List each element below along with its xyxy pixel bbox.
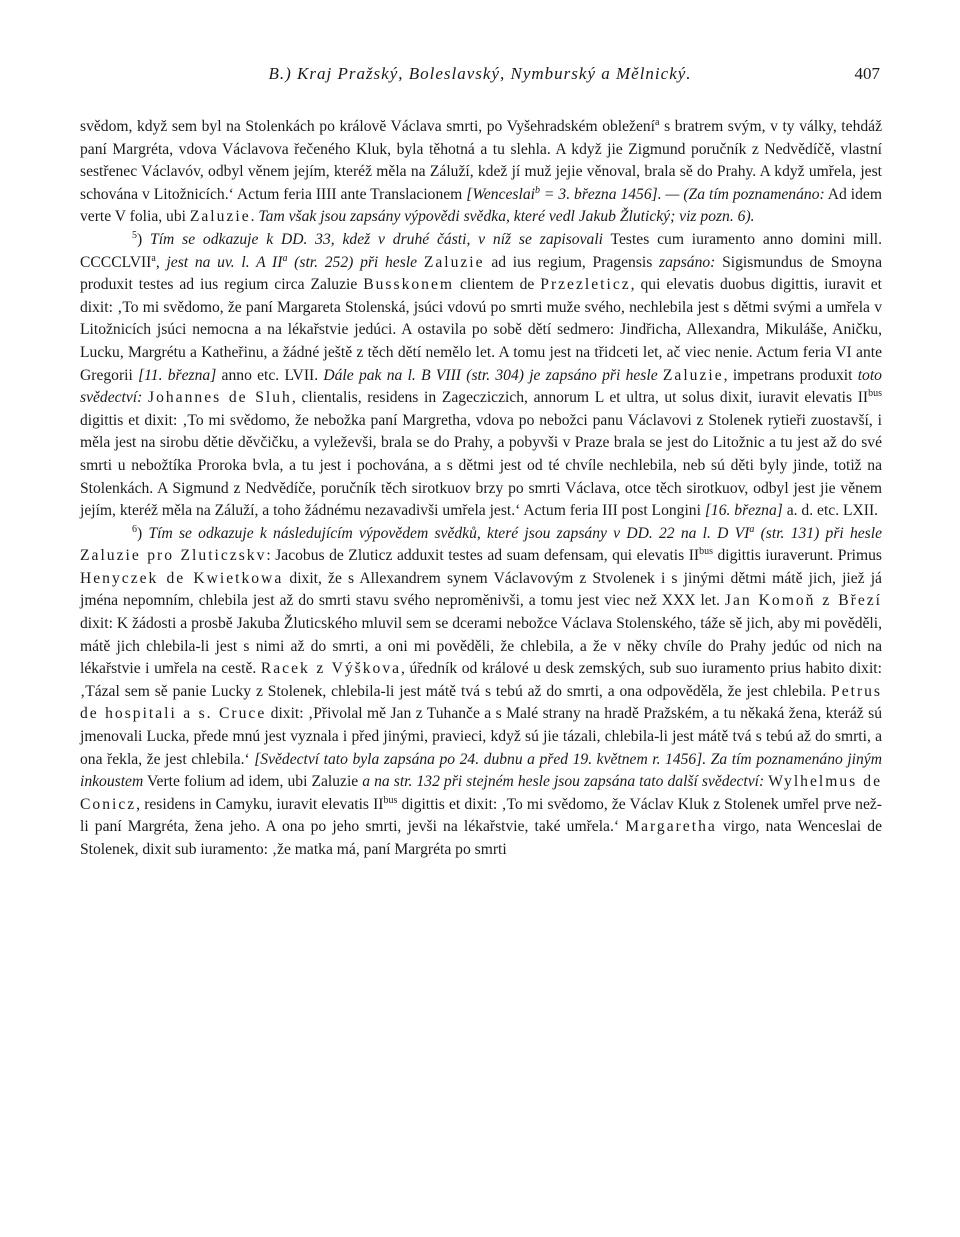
spaced-name: Racek z Výškova — [260, 660, 402, 678]
text-run: svědom, když sem byl na Stolenkách po královĕ Václava smrti, po Vyšehradském obležení — [80, 118, 656, 135]
superscript: bus — [383, 794, 398, 806]
text-run: (str. 131) při hesle — [754, 524, 883, 542]
text-run: ) — [137, 230, 151, 248]
spaced-name: Zaluzie pro Zluticzskv — [80, 547, 267, 565]
text-run: [16. března] — [704, 502, 783, 520]
text-run: , impetrans produxit — [723, 366, 858, 384]
text-run: (str. 252) při hesle — [287, 253, 418, 271]
superscript: 6 — [132, 523, 137, 535]
text-run: : Jacobus de Zluticz adduxit testes ad suam defensam, qui elevatis II — [266, 547, 700, 565]
spaced-name: Przezleticz — [540, 276, 631, 294]
text-run: [11. března] — [138, 366, 217, 384]
text-run: jest na uv. l. A II — [166, 253, 283, 271]
spaced-name: Margaretha — [625, 818, 717, 836]
text-run: Tam však jsou zapsány výpovědi svědka, které vedl Jakub Žlutický; viz pozn. 6). — [258, 208, 755, 226]
running-title: B.) Kraj Pražský, Boleslavský, Nymburský a Mělnický. — [268, 64, 692, 83]
spaced-name: Busskonem — [363, 276, 455, 294]
superscript: 5 — [132, 229, 137, 241]
text-run: [Svědectví tato byla zapsána po 24. dubnu a před 19. květnem r. 1456]. Za tím poznamenáno jiným inkoustem — [80, 750, 882, 791]
spaced-name: Henyczek de Kwietkowa — [80, 569, 284, 587]
text-run: dixit, že s Allexandrem synem Václavovým z Stvolenek i s jinými dětmi mátě jich, jiež já jména nepomním, chlebila jest až do smrti stavu svého nepromĕnivši, a tomu jest viec než XXX let. — [80, 569, 882, 610]
text-run: digittis et dixit: ‚To mi svědomo, že Václav Kluk z Stolenek umřel prve než-li paní Margréta, žena jeho. A ona po jeho smrti, jevši na lékařstvie, také umřela.‘ — [80, 795, 882, 836]
text-run: . — [250, 208, 259, 226]
text-run: , úředník od králové u desk zemských, sub suo iuramento prius habito dixit: ‚Tázal sem sě panie Lucky z Stolenek, chlebila-li jest mátě tvá s tebú až do smrti, a ona odpověděla, že jest chlebila. — [80, 660, 882, 700]
text-run: digittis et dixit: ‚To mi svědomo, že nebožka paní Margretha, vdova po nebožci panu Václavovi z Stolenek rytieři zuostavší, i měla jest na sirobu dětie děvčičku, a vyleževši, brala se do Prahy, a pobyvši v Praze brala se jest do Litožnic a tu jest až do své smrti u nebožtíka Proroka bvla, a tu jest i pochována, a s dětmi jest od té chvíle nechlebila, neb sú děti byly jinde, totiž na Stolenkách. A Sigmund z Nedvědíče, poručník těch sirotkuov brzy po smrti Václava, otce těch sirotkuov, odbyl jest jie věnem jejím, kteréž měla na Záluží, a toho žádnému nezavadivši umřela jest.‘ Actum feria III post Longini — [80, 411, 882, 520]
text-run: toto svědectví: — [80, 366, 882, 407]
continued-paragraph — [80, 116, 882, 229]
page-number: 407 — [854, 64, 880, 83]
text-run — [417, 254, 424, 271]
text-run: , residens in Camyku, iuravit elevatis II — [136, 795, 384, 813]
body-text — [80, 116, 882, 862]
text-run: Verte folium ad idem, ubi Zaluzie — [143, 773, 363, 791]
text-run: , clientalis, residens in Zagecziczich, annorum L et ultra, ut solus dixit, iuravit elevatis II — [291, 389, 869, 407]
text-run: ) — [137, 524, 149, 542]
text-run: a na str. 132 při stejném hesle jsou zapsána tato další svědectví: — [362, 773, 765, 791]
text-run: dixit: ‚Přivolal mě Jan z Tuhanče a s Malé strany na hradě Pražském, a tu někaká žena, kteráž sú jmenovali Lucka, přede mnú jest vyznala i před jinými, pravieci, když sú jie tázali, chlebila-li jest mátě tvá s tebú až do smrti, a ona řekla, že jest chlebila.‘ — [80, 705, 882, 768]
text-run: virgo, nata Wenceslai de Stolenek, dixit sub iuramento: ‚že matka má, paní Margréta po smrti — [80, 818, 882, 858]
text-run: digittis iuraverunt. Primus — [713, 547, 882, 565]
text-run: a. d. etc. LXII. — [782, 502, 879, 520]
spaced-name: Zaluzie — [189, 208, 251, 226]
superscript: bus — [868, 387, 883, 399]
text-run: Sigismundus de Smoyna produxit testes ad ius regium circa Zaluzie — [80, 253, 883, 294]
spaced-name: Wylhelmus de Conicz — [80, 773, 882, 813]
superscript: a — [282, 252, 288, 264]
text-run: dixit: K žádosti a prosbě Jakuba Žluticského mluvil sem se dcerami nebožce Václava Stolenského, táže sě jich, aby mi pověděli, mátě jich chlebila-li jest s nimi až do smrti, a oni mi pověděli, že chlebila, a že v něky chvíle do Prahy jedúc od nich na lékařstvie i umřela na cestě. — [80, 615, 882, 678]
superscript: a — [655, 116, 660, 128]
spaced-name: Petrus de hospitali a s. Cruce — [80, 682, 882, 723]
spaced-name: Jan Komoň z Březí — [724, 592, 883, 610]
superscript: b — [534, 184, 540, 196]
text-run: [Wenceslai — [466, 185, 535, 203]
spaced-name: Zaluzie — [423, 253, 485, 271]
text-run: , — [155, 253, 167, 271]
text-run: , qui elevatis duobus digittis, iuravit et dixit: ‚To mi svědomo, že paní Margareta Stolenská, jsúci vdovú po smrti muže svého, nechlebila jest s dětmi svými a umřela v Litožnicích jsúci nemocna a na lékařstvie jedúci. A ostavila po sobě dětí sedmero: Jindřicha, Allexandra, Mikuláše, Aničku, Lucku, Margrétu a Katheřinu, a žádné ještě z těch dětí nemělo let. A tomu jest na třidceti let, ač viec nenie. Actum feria VI ante Gregorii — [80, 276, 883, 384]
footnote-5 — [80, 229, 882, 523]
text-run: Tím se odkazuje k DD. 33, kdež v druhé části, v níž se zapisovali — [150, 230, 603, 248]
text-run: Testes cum iuramento anno domini mill. CCCCLVII — [80, 230, 883, 271]
text-run: Ad idem verte V folia, ubi — [80, 185, 882, 226]
spaced-name: Zaluzie — [662, 366, 724, 384]
text-run: Tím se odkazuje k následujícím výpovědem svědků, které jsou zapsány v DD. 22 na l. D VI — [148, 524, 750, 542]
text-run: clientem de — [454, 276, 541, 294]
superscript: a — [151, 252, 156, 264]
superscript: bus — [699, 546, 713, 558]
spaced-name: Johannes de Sluh — [148, 389, 292, 407]
footnote-6 — [80, 523, 882, 862]
text-run: = 3. března 1456]. — (Za tím poznamenáno: — [539, 185, 825, 203]
text-run: Dále pak na l. B VIII (str. 304) je zapsáno při hesle — [323, 366, 658, 384]
text-run: ad ius regium, Pragensis — [484, 253, 660, 271]
text-run: s bratrem svým, v ty války, tehdáž paní Margréta, vdova Václavova řečeného Kluk, byla těhotná a tu slehla. A když jie Zigmund poručník z Nedvědíčě, vlastní sestřenec Václavóv, odbyl věnem jejím, kteréž měla na Záluží, kdež jí muž jejie věnoval, brala sě do Prahy. A když umřela, jest schována v Litožnicích.‘ Actum feria IIII ante Translacionem — [80, 118, 883, 203]
text-run: anno etc. LVII. — [216, 366, 324, 384]
superscript: a — [749, 523, 755, 535]
running-header — [80, 64, 880, 90]
text-run: zapsáno: — [659, 253, 716, 271]
